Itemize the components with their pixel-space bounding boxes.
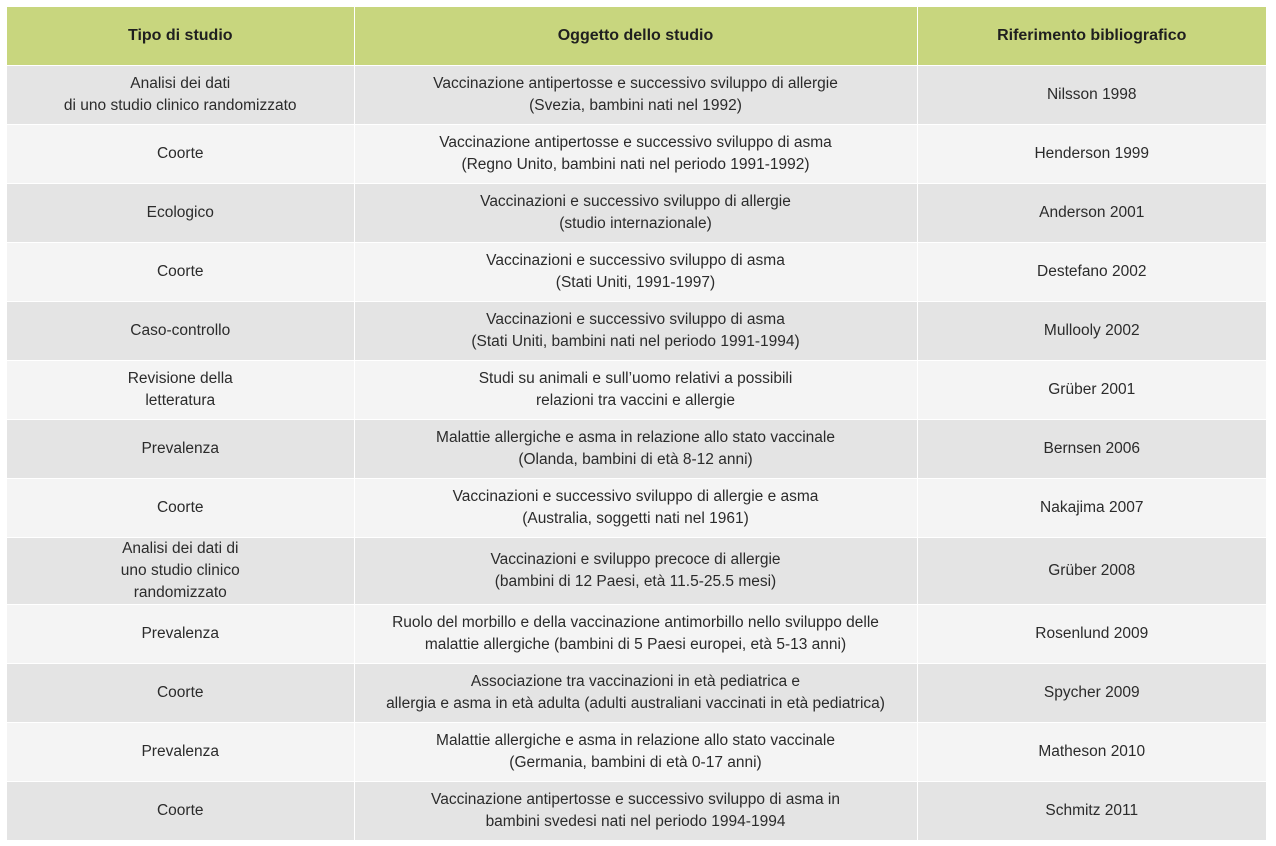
table-row (7, 723, 1266, 782)
table-row (7, 125, 1266, 184)
cell-oggetto-dello-studio-line: Vaccinazione antipertosse e successivo sviluppo di asma (439, 134, 832, 151)
table-row (7, 420, 1266, 479)
cell-tipo-di-studio (7, 538, 354, 605)
cell-tipo-di-studio (7, 479, 354, 538)
cell-riferimento-bibliografico: Henderson 1999 (917, 125, 1266, 184)
cell-riferimento-bibliografico: Rosenlund 2009 (917, 605, 1266, 664)
cell-tipo-di-studio (7, 605, 354, 664)
cell-oggetto-dello-studio (354, 782, 917, 841)
cell-oggetto-dello-studio-line: Vaccinazioni e successivo sviluppo di asma (486, 252, 785, 269)
cell-oggetto-dello-studio (354, 723, 917, 782)
cell-riferimento-bibliografico: Grüber 2008 (917, 538, 1266, 605)
cell-tipo-di-studio-line: Coorte (156, 499, 204, 516)
header-row (7, 7, 1266, 66)
cell-tipo-di-studio (7, 723, 354, 782)
table-row (7, 605, 1266, 664)
cell-oggetto-dello-studio-line: (studio internazionale) (559, 215, 712, 232)
table-body (7, 66, 1266, 841)
cell-oggetto-dello-studio (354, 243, 917, 302)
cell-oggetto-dello-studio (354, 302, 917, 361)
cell-oggetto-dello-studio-line: malattie allergiche (bambini di 5 Paesi europei, età 5-13 anni) (424, 636, 847, 653)
cell-tipo-di-studio-line: Analisi dei dati (130, 75, 231, 92)
cell-riferimento-bibliografico: Mullooly 2002 (917, 302, 1266, 361)
cell-oggetto-dello-studio (354, 125, 917, 184)
cell-oggetto-dello-studio-line: Ruolo del morbillo e della vaccinazione antimorbillo nello sviluppo delle (392, 614, 879, 631)
studies-table (7, 7, 1266, 840)
cell-oggetto-dello-studio-line: Vaccinazione antipertosse e successivo sviluppo di asma in (431, 791, 840, 808)
cell-oggetto-dello-studio-line: Vaccinazioni e successivo sviluppo di allergie (480, 193, 791, 210)
cell-oggetto-dello-studio-line: Vaccinazioni e successivo sviluppo di asma (486, 311, 785, 328)
cell-riferimento-bibliografico: Spycher 2009 (917, 664, 1266, 723)
cell-tipo-di-studio-line: Coorte (156, 263, 204, 280)
cell-tipo-di-studio (7, 243, 354, 302)
cell-tipo-di-studio (7, 302, 354, 361)
cell-tipo-di-studio-line: di uno studio clinico randomizzato (63, 97, 297, 114)
cell-oggetto-dello-studio-line: allergia e asma in età adulta (adulti australiani vaccinati in età pediatrica) (386, 695, 885, 712)
cell-tipo-di-studio-line: Prevalenza (141, 743, 220, 760)
cell-riferimento-bibliografico: Matheson 2010 (917, 723, 1266, 782)
cell-oggetto-dello-studio-line: Malattie allergiche e asma in relazione allo stato vaccinale (436, 732, 835, 749)
table-row (7, 302, 1266, 361)
cell-tipo-di-studio-line: Coorte (156, 684, 204, 701)
cell-oggetto-dello-studio (354, 184, 917, 243)
cell-tipo-di-studio (7, 664, 354, 723)
header-riferimento-bibliografico: Riferimento bibliografico (917, 7, 1266, 66)
cell-tipo-di-studio-line: Analisi dei dati di (122, 540, 239, 557)
cell-tipo-di-studio-line: Coorte (156, 145, 204, 162)
cell-tipo-di-studio (7, 184, 354, 243)
table-row (7, 361, 1266, 420)
cell-riferimento-bibliografico: Nakajima 2007 (917, 479, 1266, 538)
cell-tipo-di-studio-line: Coorte (156, 802, 204, 819)
cell-tipo-di-studio-line: randomizzato (133, 584, 227, 601)
cell-tipo-di-studio-line: Prevalenza (141, 625, 220, 642)
cell-tipo-di-studio (7, 420, 354, 479)
table-row (7, 184, 1266, 243)
header-oggetto-dello-studio: Oggetto dello studio (354, 7, 917, 66)
cell-tipo-di-studio-line: uno studio clinico (120, 562, 240, 579)
table-row (7, 538, 1266, 605)
cell-riferimento-bibliografico: Bernsen 2006 (917, 420, 1266, 479)
table-row (7, 782, 1266, 841)
table-row (7, 243, 1266, 302)
cell-oggetto-dello-studio-line: (Stati Uniti, 1991-1997) (555, 274, 716, 291)
cell-oggetto-dello-studio (354, 664, 917, 723)
cell-oggetto-dello-studio-line: Vaccinazioni e sviluppo precoce di allergie (490, 551, 781, 568)
cell-oggetto-dello-studio-line: (Germania, bambini di età 0-17 anni) (509, 754, 762, 771)
cell-tipo-di-studio-line: Ecologico (146, 204, 214, 221)
cell-riferimento-bibliografico: Anderson 2001 (917, 184, 1266, 243)
cell-oggetto-dello-studio (354, 66, 917, 125)
cell-tipo-di-studio (7, 361, 354, 420)
cell-oggetto-dello-studio-line: (Australia, soggetti nati nel 1961) (522, 510, 749, 527)
cell-riferimento-bibliografico: Schmitz 2011 (917, 782, 1266, 841)
cell-riferimento-bibliografico: Destefano 2002 (917, 243, 1266, 302)
cell-oggetto-dello-studio-line: bambini svedesi nati nel periodo 1994-1994 (485, 813, 786, 830)
table-row (7, 66, 1266, 125)
cell-tipo-di-studio-line: Caso-controllo (130, 322, 231, 339)
cell-tipo-di-studio (7, 66, 354, 125)
cell-riferimento-bibliografico: Nilsson 1998 (917, 66, 1266, 125)
cell-oggetto-dello-studio-line: (bambini di 12 Paesi, età 11.5-25.5 mesi) (494, 573, 777, 590)
cell-oggetto-dello-studio (354, 605, 917, 664)
cell-tipo-di-studio-line: letteratura (145, 392, 216, 409)
cell-oggetto-dello-studio-line: (Svezia, bambini nati nel 1992) (529, 97, 742, 114)
cell-oggetto-dello-studio-line: Associazione tra vaccinazioni in età pediatrica e (470, 673, 801, 690)
cell-oggetto-dello-studio (354, 538, 917, 605)
header-tipo-di-studio: Tipo di studio (7, 7, 354, 66)
cell-oggetto-dello-studio (354, 420, 917, 479)
cell-oggetto-dello-studio (354, 479, 917, 538)
cell-tipo-di-studio (7, 125, 354, 184)
cell-oggetto-dello-studio-line: (Olanda, bambini di età 8-12 anni) (518, 451, 753, 468)
studies-table-container (7, 7, 1266, 840)
cell-oggetto-dello-studio-line: (Regno Unito, bambini nati nel periodo 1991-1992) (461, 156, 810, 173)
cell-oggetto-dello-studio (354, 361, 917, 420)
table-row (7, 479, 1266, 538)
table-row (7, 664, 1266, 723)
cell-tipo-di-studio (7, 782, 354, 841)
table-header (7, 7, 1266, 66)
cell-tipo-di-studio-line: Revisione della (127, 370, 233, 387)
cell-riferimento-bibliografico: Grüber 2001 (917, 361, 1266, 420)
cell-oggetto-dello-studio-line: (Stati Uniti, bambini nati nel periodo 1991-1994) (471, 333, 800, 350)
cell-oggetto-dello-studio-line: relazioni tra vaccini e allergie (535, 392, 735, 409)
cell-oggetto-dello-studio-line: Malattie allergiche e asma in relazione allo stato vaccinale (436, 429, 835, 446)
cell-oggetto-dello-studio-line: Vaccinazioni e successivo sviluppo di allergie e asma (452, 488, 819, 505)
cell-oggetto-dello-studio-line: Vaccinazione antipertosse e successivo sviluppo di allergie (433, 75, 838, 92)
cell-tipo-di-studio-line: Prevalenza (141, 440, 220, 457)
cell-oggetto-dello-studio-line: Studi su animali e sull’uomo relativi a possibili (478, 370, 793, 387)
